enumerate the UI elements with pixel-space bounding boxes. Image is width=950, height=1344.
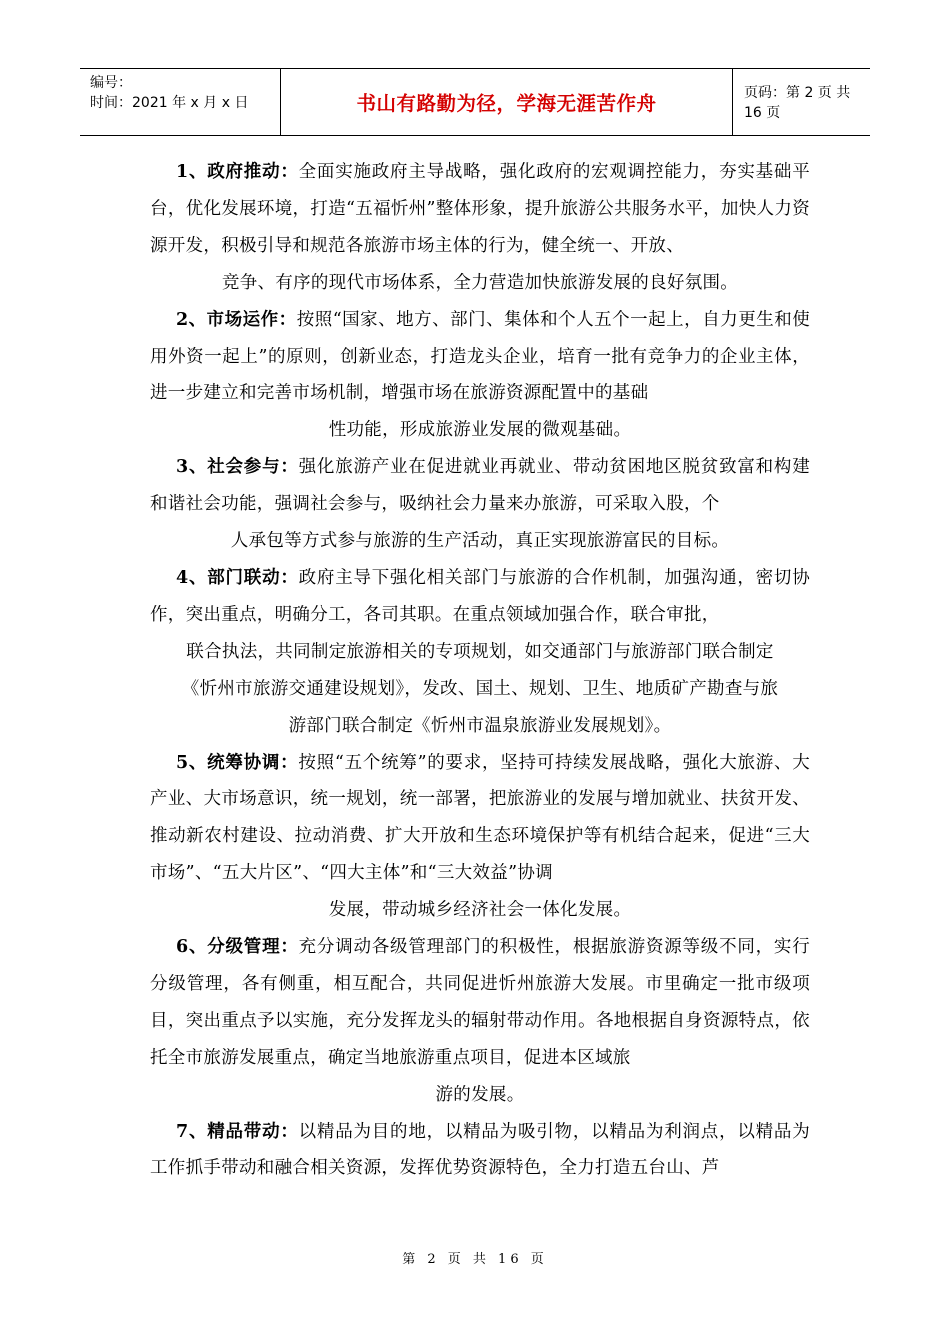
paragraph-tail: 性功能，形成旅游业发展的微观基础。 xyxy=(328,420,632,441)
paragraph-lead: 4、部门联动： xyxy=(176,567,299,588)
paragraph-coordination xyxy=(150,745,810,930)
paragraph-line: 联合执法，共同制定旅游相关的专项规划，如交通部门与旅游部门联合制定 xyxy=(186,641,774,662)
header-page-info: 页码：第 2 页 共 16 页 xyxy=(744,85,851,121)
paragraph-market xyxy=(150,302,810,450)
header-motto-cell xyxy=(281,69,733,135)
header-meta-cell xyxy=(80,69,281,135)
paragraph-text: 政府主导下强化相关部门与旅游的合作机制，加强沟通，密切协作，突出重点，明确分工，各司其职。在重点领域加强合作，联合审批， xyxy=(150,567,810,625)
paragraph-government xyxy=(150,154,810,302)
paragraph-quality xyxy=(150,1114,810,1188)
paragraph-text: 以精品为目的地，以精品为吸引物，以精品为利润点，以精品为工作抓手带动和融合相关资源，发挥优势资源特色，全力打造五台山、芦 xyxy=(150,1121,810,1179)
paragraph-text: 强化旅游产业在促进就业再就业、带动贫困地区脱贫致富和构建和谐社会功能，强调社会参与，吸纳社会力量来办旅游，可采取入股，个 xyxy=(150,457,810,515)
document-date: 时间：2021 年 x 月 x 日 xyxy=(90,95,249,111)
paragraph-lead: 1、政府推动： xyxy=(176,162,299,182)
document-body xyxy=(150,154,810,1187)
paragraph-text: 充分调动各级管理部门的积极性，根据旅游资源等级不同，实行分级管理，各有侧重，相互配合，共同促进忻州旅游大发展。市里确定一批市级项目，突出重点予以实施，充分发挥龙头的辐射带动作用。各地根据自身资源特点，依托全市旅游发展重点，确定当地旅游重点项目，促进本区域旅 xyxy=(150,937,810,1068)
header-page-cell xyxy=(733,69,870,135)
paragraph-society xyxy=(150,449,810,560)
paragraph-lead: 3、社会参与： xyxy=(176,457,299,478)
paragraph-text: 按照“五个统筹”的要求，坚持可持续发展战略，强化大旅游、大产业、大市场意识，统一规划，统一部署，把旅游业的发展与增加就业、扶贫开发、推动新农村建设、拉动消费、扩大开放和生态环境保护等有机结合起来，促进“三大市场”、“五大片区”、“四大主体”和“三大效益”协调 xyxy=(150,752,810,884)
paragraph-tail: 竞争、有序的现代市场体系，全力营造加快旅游发展的良好氛围。 xyxy=(221,272,739,293)
paragraph-tail: 游部门联合制定《忻州市温泉旅游业发展规划》。 xyxy=(288,715,672,736)
paragraph-text: 全面实施政府主导战略，强化政府的宏观调控能力，夯实基础平台，优化发展环境，打造“五福忻州”整体形象，提升旅游公共服务水平，加快人力资源开发，积极引导和规范各旅游市场主体的行为，健全统一、开放、 xyxy=(150,162,810,256)
paragraph-text: 按照“国家、地方、部门、集体和个人五个一起上，自力更生和使用外资一起上”的原则，创新业态，打造龙头企业，培育一批有竞争力的企业主体，进一步建立和完善市场机制，增强市场在旅游资源配置中的基础 xyxy=(150,309,810,404)
paragraph-lead: 2、市场运作： xyxy=(176,309,297,330)
paragraph-departments xyxy=(150,560,810,745)
paragraph-lead: 7、精品带动： xyxy=(176,1121,299,1142)
header-motto: 书山有路勤为径，学海无涯苦作舟 xyxy=(356,92,657,115)
page-footer: 第 2 页 共 16 页 xyxy=(402,1252,548,1267)
paragraph-lead: 6、分级管理： xyxy=(176,937,299,958)
paragraph-management xyxy=(150,929,810,1114)
document-header xyxy=(80,68,870,136)
paragraph-lead: 5、统筹协调： xyxy=(176,752,299,773)
paragraph-tail: 发展，带动城乡经济社会一体化发展。 xyxy=(328,900,632,921)
paragraph-tail: 人承包等方式参与旅游的生产活动，真正实现旅游富民的目标。 xyxy=(230,531,730,552)
paragraph-line: 《忻州市旅游交通建设规划》，发改、国土、规划、卫生、地质矿产勘查与旅 xyxy=(181,678,779,699)
document-number-label: 编号： xyxy=(90,75,132,91)
paragraph-tail: 游的发展。 xyxy=(435,1084,525,1105)
